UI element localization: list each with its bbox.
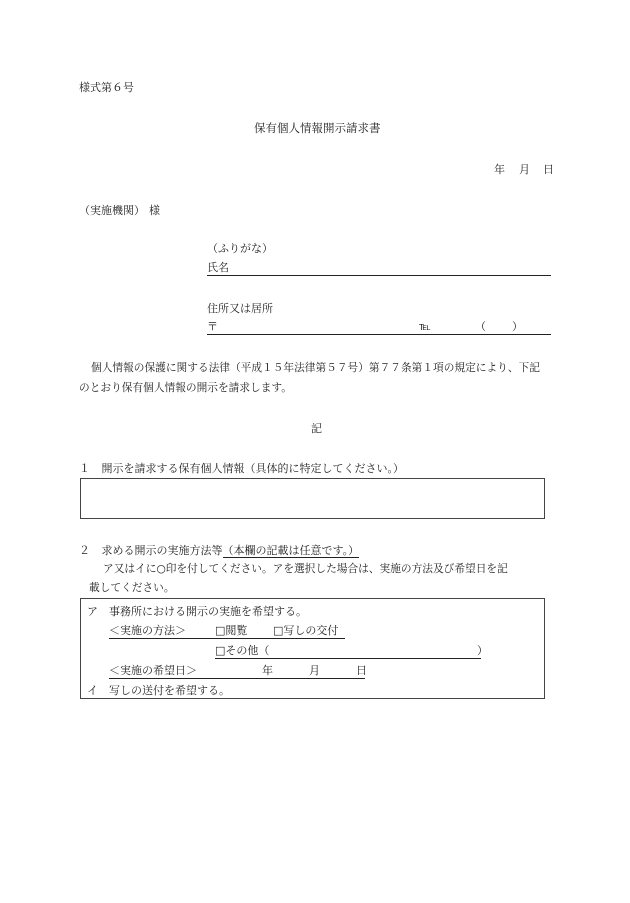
ki-heading: 記 — [311, 422, 322, 435]
option-a-text: 事務所における開示の実施を希望する。 — [109, 605, 307, 618]
method-copy-checkbox[interactable]: □写しの交付 — [273, 624, 339, 637]
section2-note: （本欄の記載は任意です。） — [222, 544, 360, 557]
addressee-honorific: 様 — [149, 204, 160, 217]
form-title: 保有個人情報開示請求書 — [254, 121, 381, 135]
tel-paren-open: （ — [475, 320, 486, 333]
address-label: 住所又は居所 — [207, 302, 273, 315]
preferred-month-label: 月 — [309, 664, 320, 677]
preferred-date-row[interactable] — [109, 665, 365, 679]
name-label: 氏名 — [207, 261, 229, 274]
name-field[interactable] — [207, 262, 551, 276]
tel-mark: ℡ — [419, 320, 431, 333]
section1-heading — [79, 463, 404, 474]
address-field[interactable] — [207, 321, 551, 335]
option-b-marker[interactable]: イ — [87, 684, 98, 697]
section1-text: 開示を請求する保有個人情報（具体的に特定してください。） — [101, 462, 404, 475]
intro-line-1: 個人情報の保護に関する法律（平成１５年法律第５７号）第７７条第１項の規定により、下記 — [91, 361, 540, 374]
addressee-org: （実施機関） — [79, 204, 145, 217]
method-other-close: ） — [477, 644, 488, 657]
method-row — [109, 625, 345, 639]
section2-number: ２ — [79, 544, 90, 557]
section2-options-box — [80, 598, 545, 699]
tel-paren-close: ） — [512, 320, 523, 333]
section2-instruction-line-1: ア又はイに○印を付してください。アを選択した場合は、実施の方法及び希望日を記 — [103, 562, 508, 575]
preferred-day-label: 日 — [356, 664, 367, 677]
intro-line-2: のとおり保有個人情報の開示を請求します。 — [79, 381, 292, 394]
section2-text: 求める開示の実施方法等 — [101, 544, 223, 557]
method-label: ＜実施の方法＞ — [109, 624, 186, 637]
option-a-marker[interactable]: ア — [87, 605, 98, 618]
section1-input-box[interactable] — [80, 478, 545, 519]
method-other-row[interactable] — [215, 644, 488, 659]
section2-heading — [79, 545, 359, 556]
date-day-label: 日 — [543, 163, 554, 176]
form-number: 様式第６号 — [79, 81, 134, 94]
date-month-label: 月 — [519, 163, 530, 176]
method-other-checkbox[interactable]: □その他（ — [215, 644, 270, 657]
section2-instruction-line-2: 載してください。 — [89, 581, 175, 594]
preferred-year-label: 年 — [262, 664, 273, 677]
option-b-text: 写しの送付を希望する。 — [109, 684, 230, 697]
method-view-checkbox[interactable]: □閲覧 — [215, 624, 248, 637]
date-year-label: 年 — [494, 163, 505, 176]
section1-number: １ — [79, 462, 90, 475]
postal-mark: 〒 — [207, 320, 218, 333]
furigana-label: （ふりがな） — [207, 242, 273, 255]
preferred-date-label: ＜実施の希望日＞ — [109, 664, 197, 677]
